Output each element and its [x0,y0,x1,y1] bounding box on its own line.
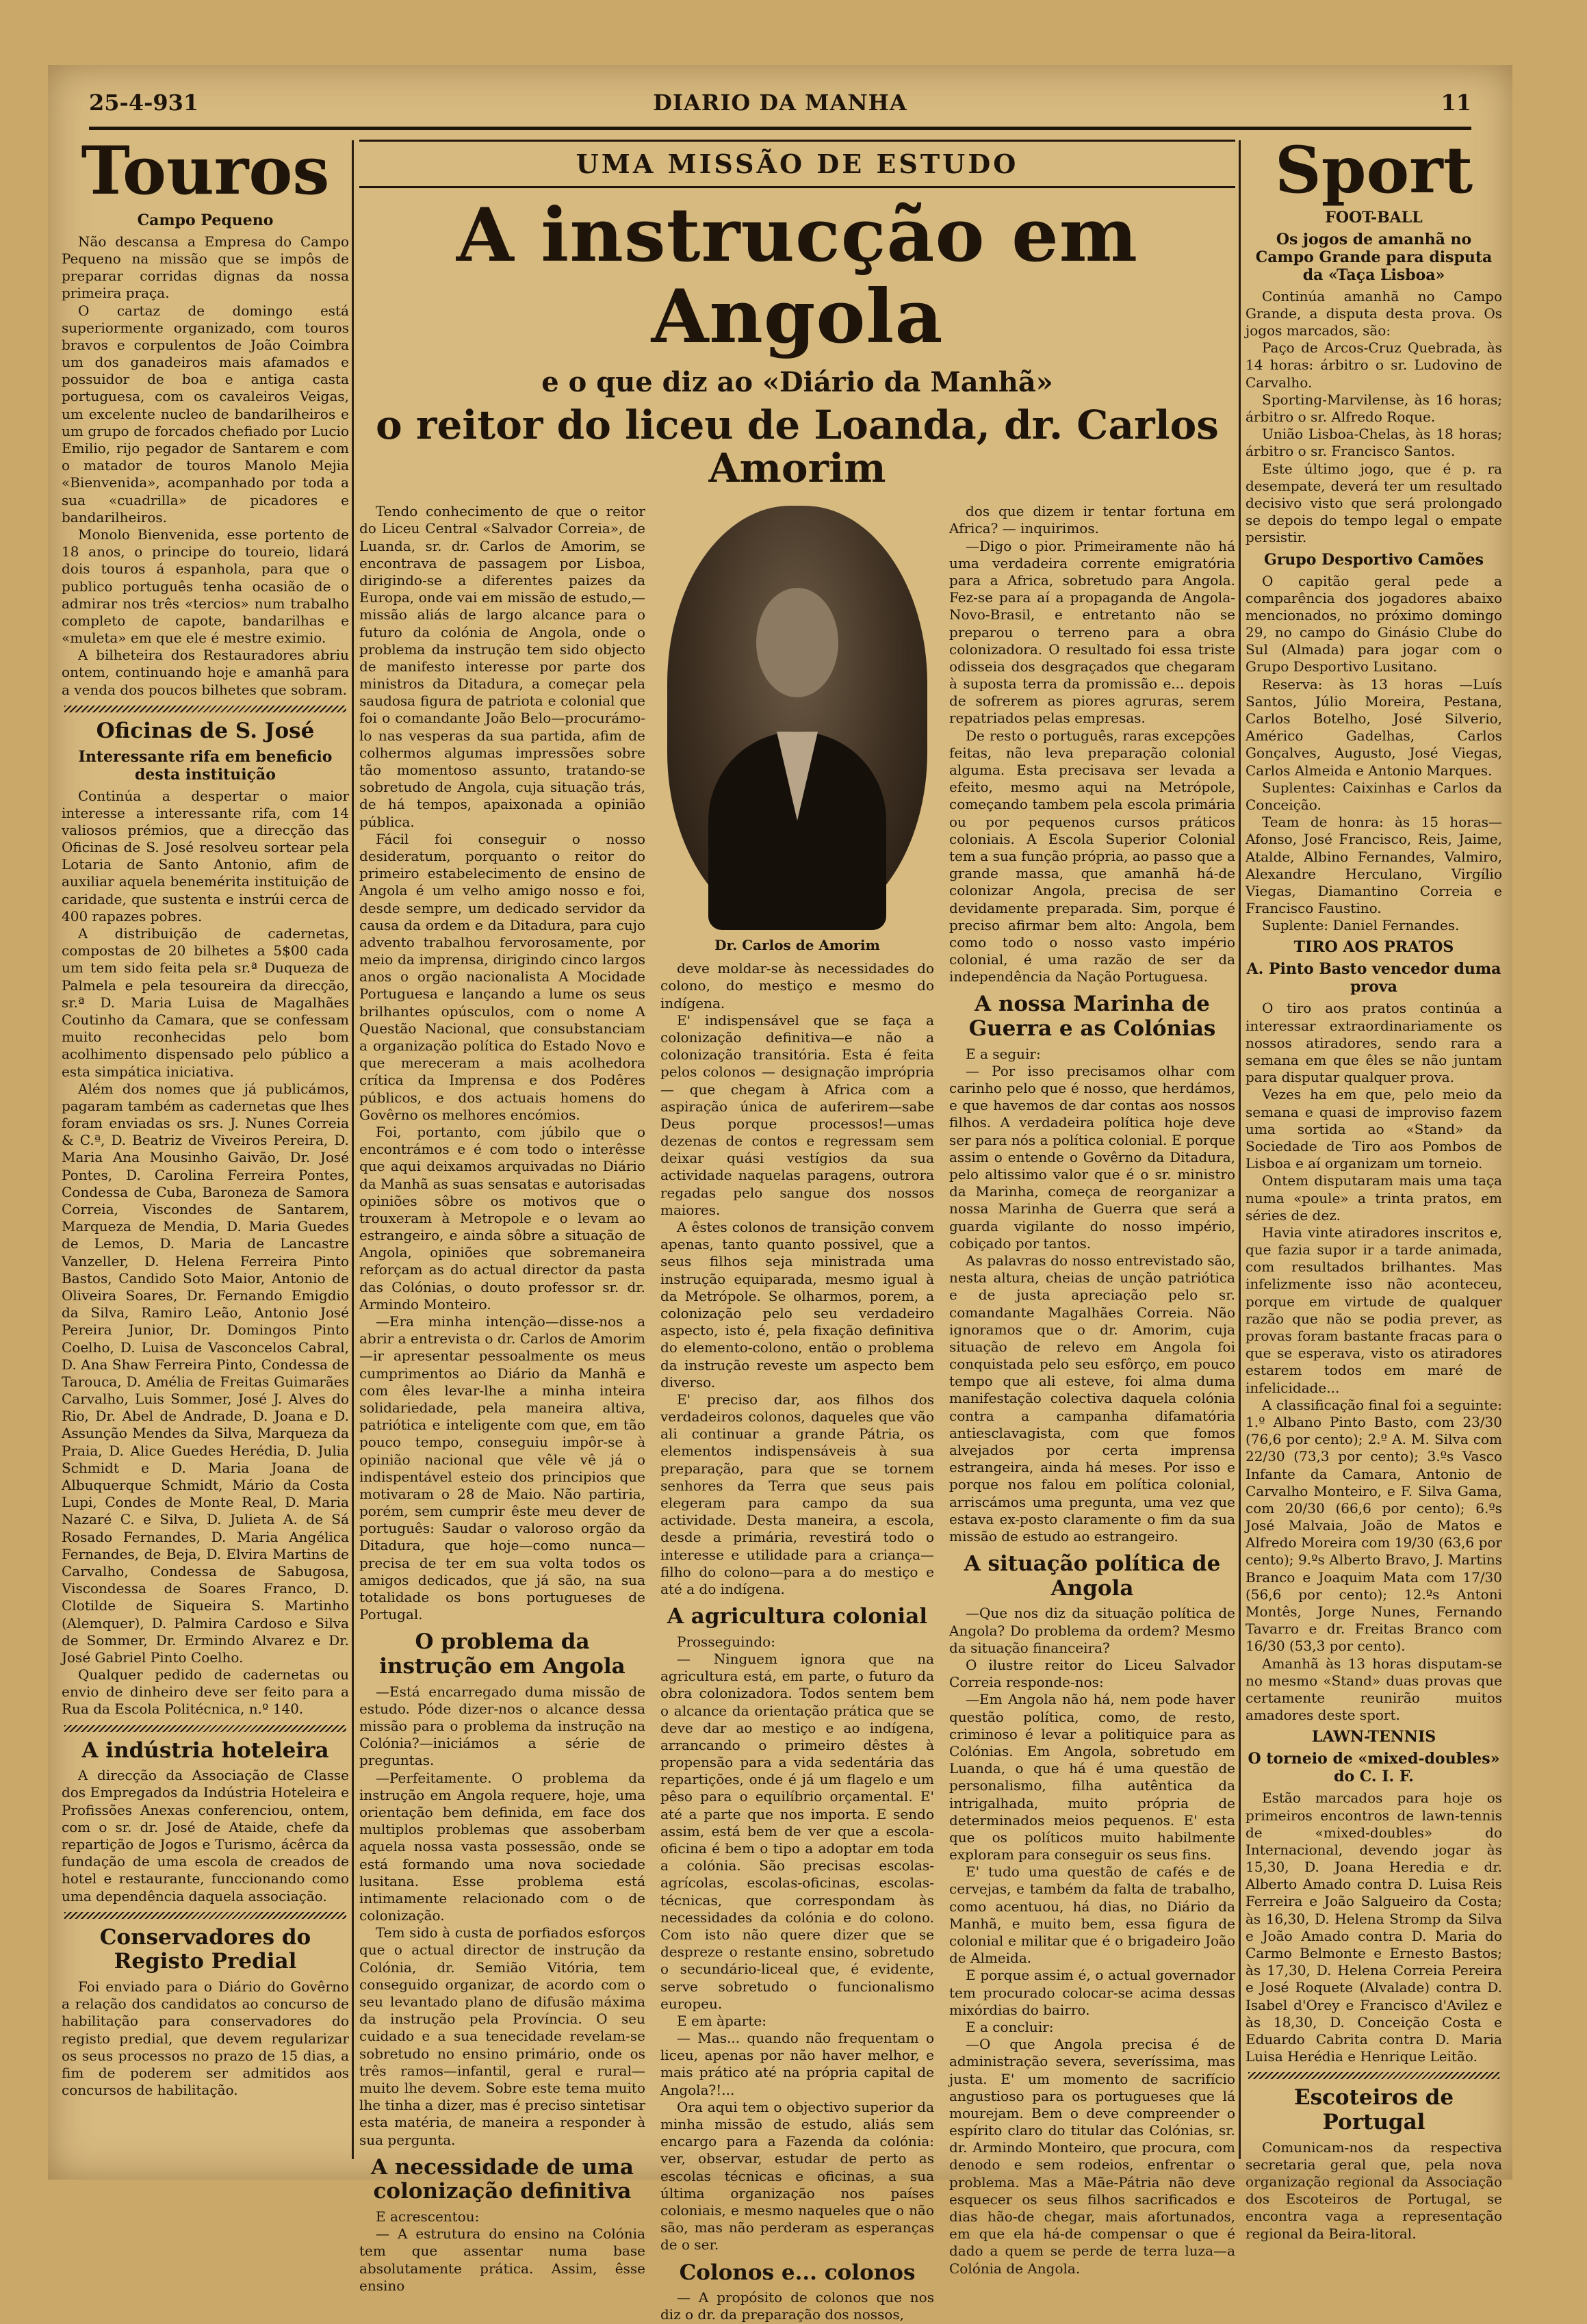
article-kicker: UMA MISSÃO DE ESTUDO [359,140,1235,188]
oficinas-paragraph: Qualquer pedido de cadernetas ou envio de dinheiro deve ser feito para a Rua da Escola Politécnica, n.º 140. [62,1666,349,1718]
sport-heading: Sport [1274,133,1473,208]
article-paragraph: E a concluir: [966,2018,1054,2035]
football-paragraph: Este último jogo, que é p. ra desempate, deverá ter um resultado decisivo visto que será prolongado se depois do tempo legal o empate persistir. [1246,460,1502,546]
article-subheading: Colonos e... colonos [679,2260,916,2285]
article-paragraph: E porque assim é, o actual governador tem procurado colocar-se acima dessas mixórdias do bairro. [949,1967,1235,2018]
article-paragraph: — Por isso precisamos olhar com carinho pelo que é nosso, que herdámos, e que havemos de dar contas aos nossos filhos. A verdadeira política hoje deve ser para nós a política colonial. E porque assim o entende o Govêrno da Ditadura, pelo altissimo valor que é o sr. ministro da Marinha, começa de reorganizar a nossa Marinha de Guerra que será a guarda vigilante do nosso império, cobiçado por tantos. [949,1062,1235,1252]
section-divider [1248,2072,1499,2079]
oficinas-subheading: Interessante rifa em beneficio desta instituição [78,747,333,784]
photo-caption: Dr. Carlos de Amorim [714,937,880,954]
article-paragraph: — A propósito de colonos que nos diz o dr. da preparação dos nossos, [660,2289,934,2323]
article-column-2 [660,503,934,2323]
article-paragraph: E a seguir: [966,1045,1041,1062]
section-divider [64,1912,346,1919]
article-paragraph: —O que Angola precisa é de administração severa, severíssima, mas justa. E' um momento de sacrifício angustioso para os portugueses que lá mourejam. Bem o deve compreender o espírito claro do titular das Colónias, sr. dr. Armindo Monteiro, que procura, com denodo e sem rodeios, enfrentar o problema. Mas a Mãe-Pátria não deve esquecer os seus filhos sacrificados e dias hão-de chegar, mais afortunados, em que ela há-de compensar o que é dado a quem se perde de terra luza—a Colónia de Angola. [949,2036,1235,2277]
camoes-paragraph: Reserva: às 13 horas —Luís Santos, Júlio Moreira, Pestana, Carlos Botelho, José Silverio, Américo Gadelhas, Carlos Gonçalves, Augusto, José Viegas, Carlos Almeida e Antonio Marques. [1246,675,1502,779]
article-paragraph: Ora aqui tem o objectivo superior da minha missão de estudo, aliás sem encargo para a Fazenda da colónia: ver, observar, estudar de perto as escolas técnicas e oficinas, a sua última organização nos países coloniais, e mesmo naqueles que o não são, mas não perderam as esperanças de o ser. [660,2098,934,2254]
article-paragraph: —Está encarregado duma missão de estudo. Póde dizer-nos o alcance dessa missão para o problema da instrução na Colónia?—iniciámos a série de preguntas. [359,1683,645,1769]
camoes-paragraph: O capitão geral pede a comparência dos jogadores abaixo mencionados, no próximo domingo 29, no campo do Ginásio Clube do Sul (Almada) para jogar com o Grupo Desportivo Lusitano. [1246,572,1502,675]
article-paragraph: E' tudo uma questão de cafés e de cervejas, e também da falta de trabalho, como acentuou, há dias, no Diário da Manhã, e muito bem, essa figura de colonial e militar que é o brigadeiro João de Almeida. [949,1863,1235,1967]
touros-paragraph: Não descansa a Empresa do Campo Pequeno na missão que se impôs de preparar corridas dignas da nossa primeira praça. [62,233,349,302]
article-paragraph: — Mas... quando não frequentam o liceu, apenas por não haver melhor, e mais prático até na própria capital de Angola?!... [660,2030,934,2098]
article-column-3 [949,503,1235,2323]
touros-paragraph: O cartaz de domingo está superiormente organizado, com touros bravos e corpulentos de João Coimbra um dos ganadeiros mais afamados e possuidor de boa e antiga casta portuguesa, com os cavaleiros Veigas, um excelente nucleo de bandarilheiros e um grupo de forcados chefiado por Lucio Emilio, rijo pegador de Santarem e com o matador de touros Manolo Mejia «Bienvenida», acompanhado por toda a sua «cuadrilla» de picadores e bandarilheiros. [62,302,349,526]
masthead [89,86,1471,130]
camoes-heading: Grupo Desportivo Camões [1264,550,1484,569]
article-body [359,503,1235,2323]
tiro-paragraph: Amanhã às 13 horas disputam-se no mesmo «Stand» duas provas que certamente reunirão muitos amadores deste sport. [1246,1655,1502,1724]
tiro-heading: TIRO AOS PRATOS [1293,938,1454,957]
oficinas-paragraph: Além dos nomes que já publicámos, pagaram também as cadernetas que lhes foram enviadas os srs. J. Nunes Correia & C.ª, D. Beatriz de Viveiros Pereira, D. Maria Ana Mousinho Gaivão, Dr. José Pontes, D. Carolina Ferreira Pontes, Condessa de Cuba, Baroneza de Samora Correia, Viscondes de Santarem, Marqueza de Mendia, D. Maria Guedes de Lemos, D. Maria de Lancastre Vanzeller, D. Helena Ferreira Pinto Bastos, Candido Soto Maior, Antonio de Oliveira Soares, Dr. Fernando Emigdio da Silva, Ramiro Leão, Antonio José Pereira Junior, Dr. Domingos Pinto Coelho, D. Luisa de Vasconcelos Cabral, D. Ana Shaw Ferreira Pinto, Condessa de Tarouca, D. Amélia de Freitas Guimarães Carvalho, Luis Sommer, José J. Alves do Rio, Dr. Abel de Andrade, D. Joana e D. Assunção Mendes da Silva, Marqueza da Praia, D. Alice Guedes Herédia, D. Julia Schmidt e D. Maria Joana de Albuquerque Schmidt, Mário da Costa Lupi, Condes de Monte Real, D. Maria Nazaré C. e Silva, D. Julieta A. de Sá Rosado Fernandes, D. Maria Angélica Fernandes, de Beja, D. Elvira Martins de Carvalho, Condessa de Sabugosa, Viscondessa de Soares Franco, D. Clotilde de Siqueira S. Martinho (Alemquer), D. Palmira Cardoso e Silva de Sommer, Dr. Ermindo Alvarez e Dr. José Gabriel Pinto Coelho. [62,1080,349,1666]
article-paragraph: — A estrutura do ensino na Colónia tem que assentar numa base absolutamente prática. Assim, êsse ensino [359,2225,645,2294]
football-label: FOOT-BALL [1325,208,1423,227]
article-paragraph: Tendo conhecimento de que o reitor do Liceu Central «Salvador Correia», de Luanda, sr. dr. Carlos de Amorim, se encontrava de passagem por Lisboa, dirigindo-se a diferentes paizes da Europa, onde vai em missão de estudo,—missão aliás de largo alcance para o futuro da colónia de Angola, onde o problema da instrução tem sido objecto de manifesto interesse por parte dos ministros da Ditadura, a começar pela saudosa figura de patriota e colonial que foi o comandante João Belo—procurámo-lo nas vesperas da sua partida, afim de colhermos algumas impressões sobre tão momentoso assunto, tratando-se sobretudo de Angola, cuja situação trás, de há tempos, apaixonada a opinião pública. [359,503,645,830]
camoes-paragraph: Suplentes: Caixinhas e Carlos da Conceição. [1246,779,1502,813]
lawn-tennis-heading: LAWN-TENNIS [1311,1728,1436,1746]
section-divider [64,1725,346,1732]
article-headline: A instrucção em Angola [456,192,1139,360]
left-column [62,132,349,2162]
article-subheading: A agricultura colonial [667,1604,928,1629]
article-paragraph: — Ninguem ignora que na agricultura está, em parte, o futuro da obra colonizadora. Todos sentem bem o alcance da orientação prática que se deve dar ao mestiço e ao indígena, arrancando o primeiro dêstes à propensão para a vida sedentária das repartições, onde é já um flagelo e um pêso para o equilíbrio orçamental. E' até a parte que nos importa. E sendo assim, está bem de ver que a escola-oficina é bem o tipo a adoptar em toda a colónia. São precisas escolas-agrícolas, escolas-oficinas, escolas-técnicas, que correspondam às necessidades da colónia e do colono. Com isto não quere dizer que se despreze o restante ensino, sobretudo o secundário-liceal que, é evidente, serve sobretudo o funcionalismo europeu. [660,1650,934,2012]
issue-date: 25-4-931 [89,90,199,116]
article-deck-secondary: o reitor do liceu de Loanda, dr. Carlos Amorim [376,401,1219,492]
tiro-paragraph: O tiro aos pratos continúa a interessar extraordinariamente os nossos atiradores, sendo rara a semana em que êles se não juntam para disputar qualquer prova. [1246,1000,1502,1086]
article-deck: e o que diz ao «Diário da Manhã» [541,365,1053,398]
portrait-photo [667,506,927,930]
escoteiros-heading: Escoteiros de Portugal [1293,2085,1454,2134]
newspaper-name: DIARIO DA MANHA [653,90,907,116]
article-paragraph: deve moldar-se às necessidades do colono, do mestiço e mesmo do indígena. [660,960,934,1011]
column-rule-right [1239,140,1241,2159]
tiro-paragraph: A classificação final foi a seguinte: 1.º Albano Pinto Basto, com 23/30 (76,6 por cento); 2.º A. M. Silva com 22/30 (73,3 por cento); 3.ºs Vasco Infante da Camara, Antonio de Carvalho Monteiro, e F. Silva Gama, com 20/30 (66,6 por cento); 6.ºs José Malvaia, João de Matos e Alfredo Moreira com 19/30 (63,6 por cento); 9.ºs Alberto Bravo, J. Martins Branco e Joaquim Mata com 17/30 (56,6 por cento); 12.ºs Antoni Montês, Jorge Nunes, Fernando Tavarro e dr. Freitas Branco com 16/30 (53,3 por cento). [1246,1396,1502,1655]
touros-heading: Touros [81,132,330,209]
touros-paragraph: Monolo Bienvenida, esse portento de 18 anos, o principe do toureio, lidará dois touros á espanhola, para que o publico português tenha ocasião de o admirar nos três «tercios» num trabalho completo de capote, bandarilhas e «muleta» em que ele é mestre eximio. [62,526,349,647]
article-paragraph: E' indispensável que se faça a colonização definitiva—e não a colonização transitória. Esta é feita pelos colonos — designação imprópria — que chegam à Africa com a aspiração única de auferirem—sabe Deus porque processos!—umas dezenas de contos e regressam sem deixar quási vestígios da sua actividade naquelas paragens, outrora regadas pelo sangue dos nossos maiores. [660,1011,934,1218]
article-paragraph: —Que nos diz da situação política de Angola? Do problema da ordem? Mesmo da situação financeira? [949,1605,1235,1656]
article-paragraph: A êstes colonos de transição convem apenas, tanto quanto possivel, que a seus filhos seja ministrada uma instrução equiparada, mesmo igual à da Metrópole. Se olharmos, porem, a colonização pelo seu verdadeiro aspecto, isto é, pela fixação definitiva do elemento-colono, então o problema da instrução reveste um aspecto bem diverso. [660,1219,934,1391]
article-paragraph: De resto o português, raras excepções feitas, não leva preparação colonial alguma. Esta precisava ser levada a efeito, mesmo aqui na Metrópole, começando tambem pela escola primária ou por pequenos cursos práticos coloniais. A Escola Superior Colonial tem a sua função própria, ao passo que a grande massa, que amanhã há-de colonizar Angola, precisa de ser devidamente preparada. Sim, porque é preciso afirmar bem alto: Angola, bem como todo o nosso vasto império colonial, é uma razão de ser da independência da Nação Portuguesa. [949,727,1235,985]
article-subheading: A nossa Marinha de Guerra e as Colónias [968,992,1216,1042]
tiro-paragraph: Havia vinte atiradores inscritos e, que fazia supor ir a tarde animada, com resultados brilhantes. Mas infelizmente isso não aconteceu, porque em virtude de qualquer razão que não se podia prever, as provas foram bastante fracas para o que se esperava, visto os atiradores estarem todos em maré de infelicidade... [1246,1224,1502,1396]
lawn-tennis-paragraph: Estão marcados para hoje os primeiros encontros de lawn-tennis de «mixed-doubles» do Internacional, devendo jogar às 15,30, D. Joana Heredia e dr. Alberto Amado contra D. Luisa Reis Ferreira e João Salgueiro da Costa; às 16,30, D. Helena Stromp da Silva e João Amado contra D. Maria do Carmo Belmonte e Ernesto Bastos; às 17,30, D. Helena Correia Pereira e José Roquete (Alvalade) contra D. Isabel d'Orey e Francisco d'Avilez e às 18,30, D. Conceição Costa e Eduardo Cabrita contra D. Maria Luisa Herédia e Henrique Leitão. [1246,1790,1502,2065]
football-paragraph: Sporting-Marvilense, às 16 horas; árbitro o sr. Alfredo Roque. [1246,391,1502,425]
football-paragraph: Continúa amanhã no Campo Grande, a disputa desta prova. Os jogos marcados, são: [1246,287,1502,339]
oficinas-heading: Oficinas de S. José [96,718,315,743]
column-rule-left [352,140,354,2159]
article-paragraph: —Em Angola não há, nem pode haver questão política, como, de resto, criminoso é levar a politiquice para as Colónias. Em Angola, sobretudo em Luanda, o que há é uma questão de personalismo, filha autêntica da intrigalhada, muito própria de determinados meios pequenos. E' esta que os políticos muito habilmente exploram para conseguir os seus fins. [949,1691,1235,1863]
football-paragraph: Paço de Arcos-Cruz Quebrada, às 14 horas: árbitro o sr. Ludovino de Carvalho. [1246,339,1502,391]
article-paragraph: Foi, portanto, com júbilo que o encontrámos e é com todo o interêsse que aqui deixamos arquivadas no Diário da Manhã as suas sensatas e autorisadas opiniões sôbre os motivos que o trouxeram à Metropole e o levam ao estrangeiro, e ainda sôbre a situação de Angola, opiniões que sobremaneira reforçam as do actual director da pasta das Colónias, o douto professor sr. dr. Armindo Monteiro. [359,1123,645,1313]
article-paragraph: O ilustre reitor do Liceu Salvador Correia responde-nos: [949,1657,1235,1691]
oficinas-paragraph: Continúa a despertar o maior interesse a interessante rifa, com 14 valiosos prémios, que a direcção das Oficinas de S. José resolveu sortear pela Lotaria de Santo Antonio, afim de auxiliar aquela benemérita instituição de caridade, que sustenta e instrúi cerca de 400 rapazes pobres. [62,787,349,925]
article-subheading: O problema da instrução em Angola [379,1629,625,1679]
tiro-paragraph: Ontem disputaram mais uma taça numa «poule» a trinta pratos, em séries de dez. [1246,1172,1502,1224]
article-paragraph: dos que dizem ir tentar fortuna em Africa? — inquirimos. [949,503,1235,537]
tiro-subheading: A. Pinto Basto vencedor duma prova [1246,960,1501,996]
touros-subheading: Campo Pequeno [137,211,274,229]
article-paragraph: Fácil foi conseguir o nosso desideratum, porquanto o reitor do primeiro estabelecimento de ensino de Angola é um velho amigo nosso e foi, desde sempre, um dedicado servidor da causa da ordem e da Ditadura, para cujo advento trabalhou fervorosamente, por meio da imprensa, dirigindo cinco largos anos o orgão nacionalista A Mocidade Portuguesa e lançando a lume os seus brilhantes opúsculos, com o nome A Questão Nacional, que consubstanciam a organização política do Estado Novo e que mereceram a mais acolhedora crítica da Imprensa e dos Podêres públicos, e dos actuais homens do Govêrno os melhores encómios. [359,830,645,1123]
industria-heading: A indústria hoteleira [81,1738,329,1763]
article-paragraph: E em àparte: [677,2012,766,2029]
oficinas-paragraph: A distribuição de cadernetas, compostas de 20 bilhetes a 5$00 cada um tem sido feita pela sr.ª Duqueza de Palmela e pela tesoureira da direcção, sr.ª D. Maria Luisa de Magalhães Coutinho da Camara, que se confessam muito reconhecidas pelo bom acolhimento dispensado pelo público a esta simpática iniciativa. [62,925,349,1080]
article-subheading: A necessidade de uma colonização definitiva [371,2154,634,2204]
article-paragraph: Prosseguindo: [677,1633,775,1650]
industria-paragraph: A direcção da Associação de Classe dos Empregados da Indústria Hoteleira e Profissões Anexas conferenciou, ontem, com o sr. dr. José de Ataide, chefe da repartição de Jogos e Turismo, ácêrca da fundação de uma escola de creados de hotel e restaurante, funccionando como uma dependência daquela associação. [62,1767,349,1905]
lawn-tennis-subheading: O torneio de «mixed-doubles» do C. I. F. [1248,1750,1500,1786]
article-paragraph: —Perfeitamente. O problema da instrução em Angola requere, hoje, uma orientação bem definida, em face dos multiplos problemas que assoberbam aquela nossa vasta possessão, onde se está formando uma nova sociedade lusitana. Esse problema está intimamente relacionado com o de colonização. [359,1769,645,1924]
conservadores-paragraph: Foi enviado para o Diário do Govêrno a relação dos candidatos ao concurso de habilitação para conservadores do registo predial, que devem regularizar os seus processos no prazo de 15 dias, a fim de poderem ser admitidos aos concursos de habilitação. [62,1978,349,2099]
football-paragraph: União Lisboa-Chelas, às 18 horas; árbitro o sr. Francisco Santos. [1246,426,1502,460]
escoteiros-paragraph: Comunicam-nos da respectiva secretaria geral que, pela nova organização regional da Associação dos Escoteiros de Portugal, se encontra vaga a representação regional da Beira-litoral. [1246,2139,1502,2242]
tiro-paragraph: Vezes ha em que, pelo meio da semana e quasi de improviso fazem uma sortida ao «Stand» da Sociedade de Tiro aos Pombos de Lisboa e aí organizam um torneio. [1246,1086,1502,1172]
camoes-paragraph: Suplente: Daniel Fernandes. [1262,917,1460,934]
portrait-face [756,588,838,697]
article-paragraph: E acrescentou: [376,2208,480,2225]
football-subheading: Os jogos de amanhã no Campo Grande para disputa da «Taça Lisboa» [1255,230,1493,284]
article-paragraph: —Era minha intenção—disse-nos a abrir a entrevista o dr. Carlos de Amorim—ir apresentar pessoalmente os meus cumprimentos ao Diário da Manhã e com êles levar-lhe a minha inteira solidariedade, pela maneira altiva, patriótica e inteligente com que, em tão pouco tempo, conseguiu impôr-se à opinião nacional que vêle vê já o indispentável esteio dos principios que motivaram o 28 de Maio. Não partiria, porém, sem cumprir êste meu dever de português: Saudar o valoroso orgão da Ditadura, que hoje—como nunca—precisa de ter em sua volta todos os amigos dedicados, que já são, na sua totalidade os bons portugueses de Portugal. [359,1313,645,1623]
newspaper-page [48,65,1512,2323]
right-column [1246,133,1502,2242]
article-paragraph: E' preciso dar, aos filhos dos verdadeiros colonos, daqueles que vão ali continuar a grande Pátria, os elementos indispensáveis à sua preparação, para que se tornem senhores da Terra que seus pais elegeram para campo da sua actividade. Desta maneira, a escola, desde a primária, revestirá todo o interesse e utilidade para a criança—filho do colono—para a do mestiço e até a do indígena. [660,1391,934,1597]
center-article [359,137,1235,2323]
section-divider [64,706,346,712]
camoes-paragraph: Team de honra: às 15 horas—Afonso, José Francisco, Reis, Jaime, Atalde, Albino Fernandes, Valmiro, Alexandre Herculano, Virgílio Viegas, Diamantino Correia e Francisco Faustino. [1246,814,1502,917]
article-paragraph: Tem sido à custa de porfiados esforços que o actual director de instrução da Colónia, dr. Semião Vitória, tem conseguido organizar, de acordo com o seu levantado plano de difusão máxima da instrução pela Província. O seu cuidado e a sua tenecidade revelam-se sobretudo no ensino primário, onde os três ramos—infantil, geral e rural—muito lhe devem. Sobre este tema muito lhe tinha a dizer, mas é preciso sintetisar esta matéria, de maneira a responder à sua pergunta. [359,1924,645,2148]
conservadores-heading: Conservadores do Registo Predial [99,1924,311,1974]
article-column-1 [359,503,645,2323]
touros-paragraph: A bilheteira dos Restauradores abriu ontem, continuando hoje e amanhã para a venda dos poucos bilhetes que sobram. [62,647,349,698]
page-number: 11 [1441,90,1471,116]
article-paragraph: —Digo o pior. Primeiramente não há uma verdadeira corrente emigratória para a Africa, sobretudo para Angola. Fez-se para aí a propaganda de Angola-Novo-Brasil, e entretanto não se preparou o terreno para a obra colonizadora. O resultado foi essa triste odisseia dos desgraçados que chegaram à suposta terra da promissão e... depois de sofrerem as piores agruras, serem repatriados pelas empresas. [949,537,1235,727]
article-paragraph: As palavras do nosso entrevistado são, nesta altura, cheias de unção patriótica e de justa apreciação pelo sr. comandante Magalhães Correia. Não ignoramos que o dr. Amorim, cuja situação de relevo em Angola foi conquistada pelo seu esfôrço, em pouco tempo que ali esteve, foi alma duma manifestação colectiva daquela colónia contra a campanha difamatória antiesclavagista, com que fomos alvejados por certa imprensa estrangeira, ainda há meses. Por isso e porque nos falou em política colonial, arriscámos uma pregunta, uma vez que estava ex-posto claramente o fim da sua missão de estudo ao estrangeiro. [949,1252,1235,1545]
article-subheading: A situação política de Angola [964,1551,1221,1601]
